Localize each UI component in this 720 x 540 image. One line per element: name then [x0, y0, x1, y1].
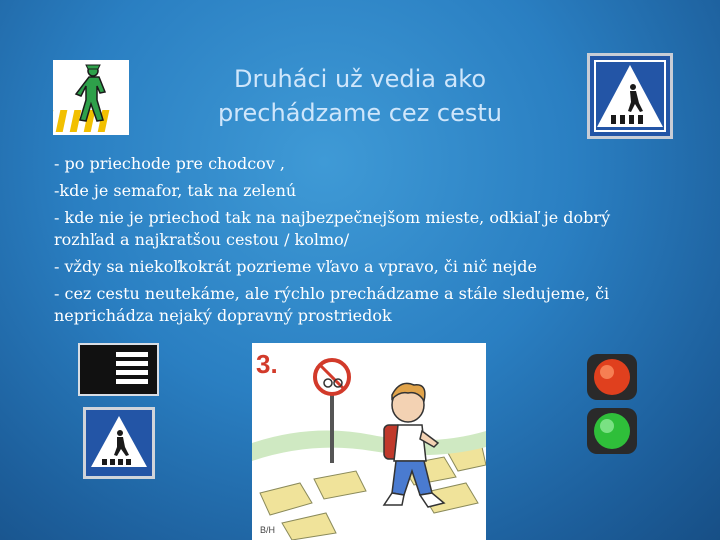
- slide-title: [190, 62, 530, 130]
- bullet-item: - cez cestu neutekáme, ale rýchlo prechádzame a stále sledujeme, či neprichádza nejaký dopravný prostriedok: [54, 284, 610, 325]
- bullet-item: - kde nie je priechod tak na najbezpečnejšom mieste, odkiaľ je dobrý rozhľad a najkratšou cestou / kolmo/: [54, 208, 611, 249]
- title-line-1: Druháci už vedia ako: [233, 65, 487, 93]
- walking-pedestrian-icon: [53, 60, 129, 135]
- page-number: 3.: [256, 349, 278, 379]
- boy-crossing-illustration: [252, 343, 486, 540]
- traffic-light-icon: [577, 352, 647, 457]
- bullet-item: - vždy sa niekoľkokrát pozrieme vľavo a vpravo, či nič nejde: [54, 257, 537, 276]
- crosswalk-sign-icon: [587, 53, 673, 139]
- bullet-list: [54, 153, 674, 332]
- title-line-2: prechádzame cez cestu: [217, 99, 503, 127]
- signature: B/H: [260, 525, 276, 535]
- pedestrian-crossing-sign-icon: [83, 407, 155, 479]
- bullet-item: -kde je semafor, tak na zelenú: [54, 181, 297, 200]
- bullet-item: - po priechode pre chodcov ,: [54, 154, 286, 173]
- zebra-crossing-icon: [78, 343, 159, 396]
